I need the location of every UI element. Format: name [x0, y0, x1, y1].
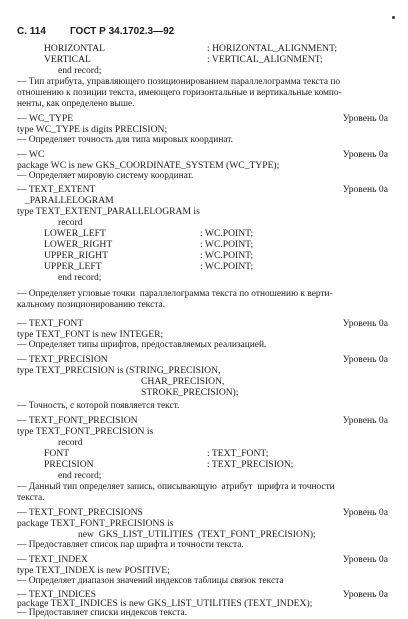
- text-line: : WC.POINT;: [200, 239, 254, 250]
- text-line: : HORIZONTAL_ALIGNMENT;: [207, 43, 338, 54]
- level-label: Уровень 0a: [342, 415, 388, 426]
- text-line: _PARALLELOGRAM: [25, 195, 114, 206]
- text-line: package TEXT_INDICES is new GKS_LIST_UTILITIES (TEXT_INDEX);: [17, 598, 313, 609]
- text-line: — TEXT_FONT_PRECISIONS: [17, 507, 143, 518]
- text-line: LOWER_RIGHT: [44, 239, 113, 250]
- text-line: UPPER_LEFT: [44, 261, 102, 272]
- level-label: Уровень 0a: [342, 184, 388, 195]
- standard-designation: ГОСТ Р 34.1702.3—92: [70, 26, 175, 37]
- text-line: — WC_TYPE: [17, 113, 74, 124]
- text-line: new GKS_LIST_UTILITIES (TEXT_FONT_PRECISION);: [78, 529, 316, 540]
- text-line: : WC.POINT;: [200, 261, 254, 272]
- text-line: — Определяет диапазон значений индексов таблицы связок текста: [17, 576, 284, 586]
- text-line: отношению к позиции текста, имеющего горизонтальные и вертикальные компо-: [17, 88, 342, 98]
- text-line: кальному позиционированию текста.: [17, 300, 165, 310]
- text-line: — Определяет типы шрифтов, предоставляемых реализацией.: [17, 340, 267, 350]
- level-label: Уровень 0a: [342, 149, 388, 160]
- level-label: Уровень 0a: [342, 113, 388, 124]
- text-line: — Точность, с которой появляется текст.: [17, 401, 180, 411]
- text-line: HORIZONTAL: [44, 43, 106, 54]
- text-line: type TEXT_FONT_PRECISION is: [17, 426, 154, 437]
- page-number: С. 114: [17, 26, 46, 37]
- text-line: record: [58, 437, 83, 448]
- text-line: — Предоставляет список пар шрифта и точности текста.: [17, 540, 244, 550]
- text-line: package TEXT_FONT_PRECISIONS is: [17, 518, 174, 529]
- text-line: PRECISION: [44, 459, 94, 470]
- text-line: type TEXT_INDEX is new POSITIVE;: [17, 565, 170, 576]
- text-line: — Определяет мировую систему координат.: [17, 171, 194, 181]
- text-line: VERTICAL: [44, 54, 91, 65]
- text-line: : WC.POINT;: [200, 250, 254, 261]
- text-line: UPPER_RIGHT: [44, 250, 108, 261]
- scan-speck: [392, 16, 395, 19]
- text-line: : TEXT_FONT;: [207, 448, 269, 459]
- text-line: type TEXT_EXTENT_PARALLELOGRAM is: [17, 206, 200, 217]
- text-line: STROKE_PRECISION);: [141, 387, 239, 398]
- text-line: — TEXT_INDICES: [17, 589, 96, 600]
- text-line: end record;: [58, 470, 102, 481]
- text-line: ненты, как определено выше.: [17, 99, 135, 109]
- level-label: Уровень 0a: [342, 589, 388, 600]
- text-line: : VERTICAL_ALIGNMENT;: [207, 54, 323, 65]
- level-label: Уровень 0a: [342, 354, 388, 365]
- level-label: Уровень 0a: [342, 507, 388, 518]
- text-line: — TEXT_PRECISION: [17, 354, 108, 365]
- text-line: : TEXT_PRECISION;: [207, 459, 294, 470]
- text-line: — Данный тип определяет запись, описывающую атрибут шрифта и точности: [17, 482, 335, 492]
- text-line: текста.: [17, 493, 45, 503]
- text-line: — TEXT_FONT: [17, 318, 84, 329]
- text-line: — Тип атрибута, управляющего позиционированием параллелограмма текста по: [17, 77, 341, 87]
- text-line: type WC_TYPE is digits PRECISION;: [17, 124, 168, 135]
- text-line: CHAR_PRECISION,: [141, 376, 225, 387]
- text-line: — TEXT_INDEX: [17, 554, 88, 565]
- text-line: LOWER_LEFT: [44, 228, 106, 239]
- text-line: — Определяет угловые точки параллелограмма текста по отношению к верти-: [17, 289, 333, 299]
- text-line: — TEXT_FONT_PRECISION: [17, 415, 138, 426]
- text-line: : WC.POINT;: [200, 228, 254, 239]
- level-label: Уровень 0a: [342, 554, 388, 565]
- text-line: — Определяет точность для типа мировых координат.: [17, 135, 233, 145]
- text-line: — WC: [17, 149, 45, 160]
- text-line: — TEXT_EXTENT: [17, 184, 96, 195]
- text-line: record: [58, 217, 83, 228]
- text-line: — Предоставляет списки индексов текста.: [17, 608, 187, 618]
- level-label: Уровень 0a: [342, 318, 388, 329]
- text-line: package WC is new GKS_COORDINATE_SYSTEM (WC_TYPE);: [17, 160, 280, 171]
- text-line: type TEXT_PRECISION is (STRING_PRECISION,: [17, 365, 221, 376]
- text-line: type TEXT_FONT is new INTEGER;: [17, 329, 164, 340]
- text-line: end record;: [58, 272, 102, 283]
- text-line: end record;: [58, 65, 102, 76]
- text-line: FONT: [44, 448, 70, 459]
